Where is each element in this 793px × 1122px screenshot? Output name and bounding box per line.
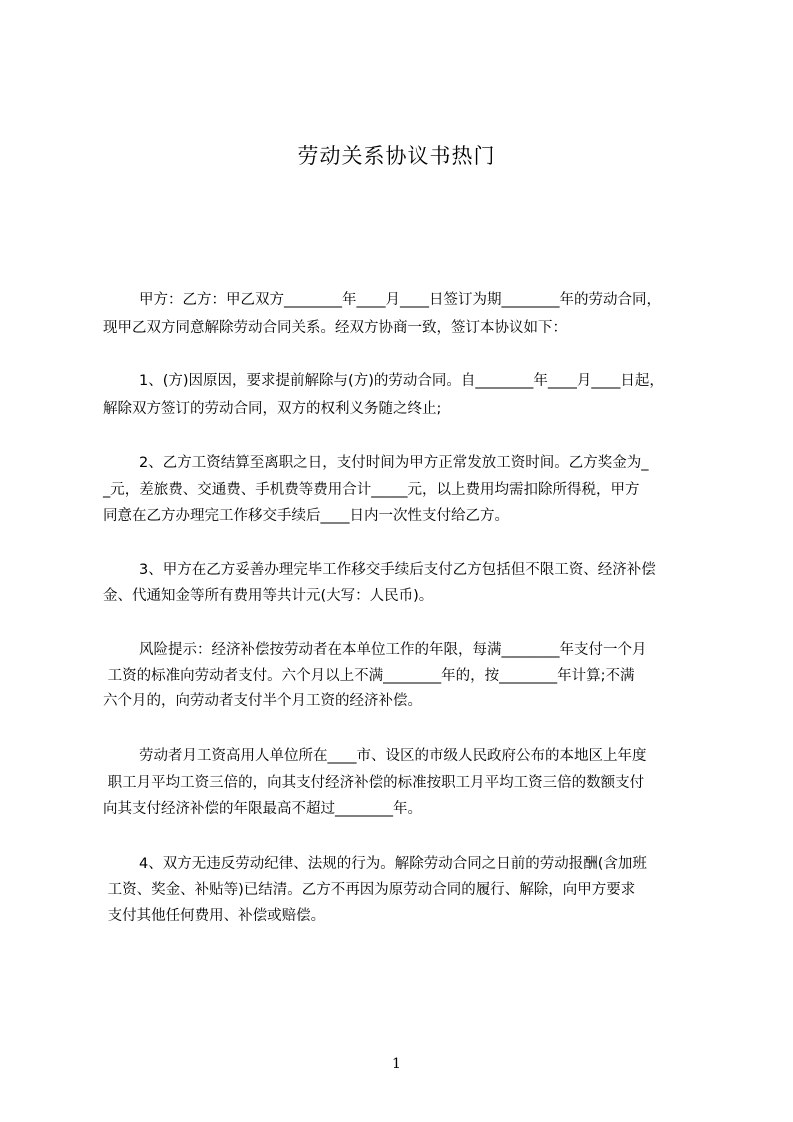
paragraph-line: 现甲乙双方同意解除劳动合同关系。经双方协商一致，签订本协议如下：	[103, 320, 567, 336]
paragraph-line: _元，差旅费、交通费、手机费等费用合计_____元，以上费用均需扣除所得税，甲方	[103, 482, 640, 498]
paragraph-line: 同意在乙方办理完工作移交手续后____日内一次性支付给乙方。	[103, 508, 509, 524]
paragraph-line: 六个月的，向劳动者支付半个月工资的经济补偿。	[103, 693, 422, 709]
paragraph-line: 2、乙方工资结算至离职之日，支付时间为甲方正常发放工资时间。乙方奖金为_	[139, 455, 649, 471]
paragraph-line: 劳动者月工资高用人单位所在____市、设区的市级人民政府公布的本地区上年度	[139, 748, 647, 764]
paragraph-line: 1、(方)因原因，要求提前解除与(方)的劳动合同。自________年____月____日起，	[139, 373, 664, 389]
paragraph-line: 工资、奖金、补贴等)已结清。乙方不再因为原劳动合同的履行、解除，向甲方要求	[103, 882, 636, 898]
page-number: 1	[392, 1056, 401, 1072]
paragraph-line: 金、代通知金等所有费用等共计元(大写：人民币)。	[103, 588, 434, 604]
paragraph-line: 4、双方无违反劳动纪律、法规的行为。解除劳动合同之日前的劳动报酬(含加班	[139, 856, 647, 872]
paragraph-line: 3、甲方在乙方妥善办理完毕工作移交手续后支付乙方包括但不限工资、经济补偿	[139, 562, 656, 578]
paragraph-line: 甲方：乙方：甲乙双方________年____月____日签订为期________年的劳动合同，	[139, 292, 661, 308]
paragraph-line: 职工月平均工资三倍的，向其支付经济补偿的标准按职工月平均工资三倍的数额支付	[103, 775, 645, 791]
document-title: 劳动关系协议书热门	[297, 144, 496, 168]
paragraph-line: 向其支付经济补偿的年限最高不超过________年。	[103, 801, 422, 817]
paragraph-line: 风险提示：经济补偿按劳动者在本单位工作的年限，每满________年支付一个月	[139, 642, 647, 658]
paragraph-line: 解除双方签订的劳动合同，双方的权利义务随之终止;	[103, 401, 442, 417]
paragraph-line: 支付其他任何费用、补偿或赔偿。	[103, 908, 326, 924]
paragraph-line: 工资的标准向劳动者支付。六个月以上不满________年的，按________年计算;不满	[103, 668, 635, 684]
